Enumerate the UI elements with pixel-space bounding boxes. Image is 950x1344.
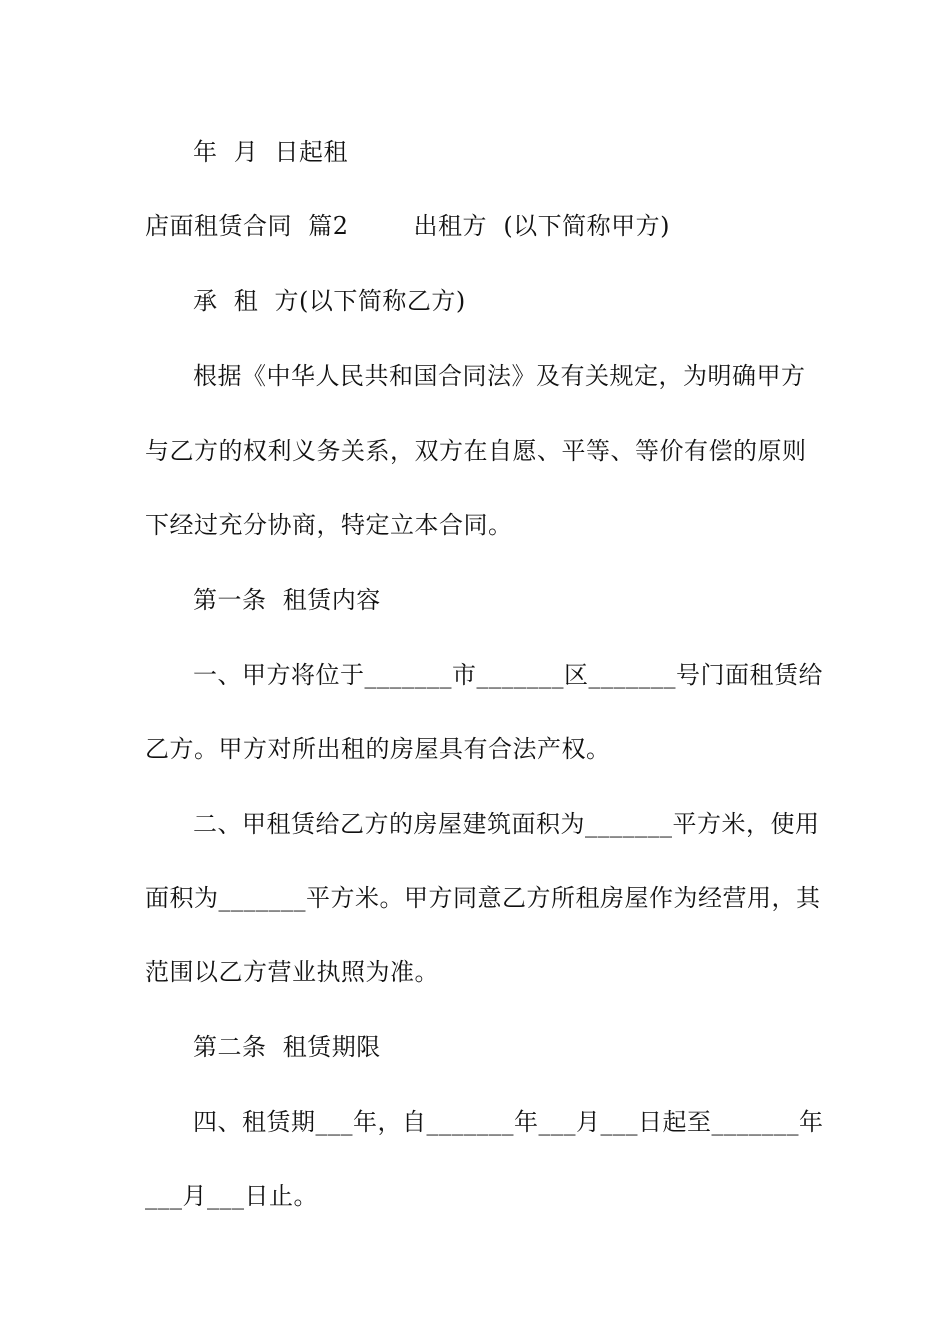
lessee-line: 承 租 方(以下简称乙方) — [193, 287, 466, 315]
article-2-heading: 第二条 租赁期限 — [193, 1033, 381, 1061]
clause-2-line-1: 二、甲租赁给乙方的房屋建筑面积为_______平方米，使用 — [193, 810, 820, 838]
clause-1-line-1: 一、甲方将位于_______市_______区_______号门面租赁给 — [193, 661, 823, 689]
clause-1-line-2: 乙方。甲方对所出租的房屋具有合法产权。 — [145, 735, 611, 763]
clause-2-line-3: 范围以乙方营业执照为准。 — [145, 958, 439, 986]
clause-2-line-2: 面积为_______平方米。甲方同意乙方所租房屋作为经营用，其 — [145, 884, 821, 912]
preamble-line-2: 与乙方的权利义务关系，双方在自愿、平等、等价有偿的原则 — [145, 437, 807, 465]
clause-4-line-1: 四、租赁期___年，自_______年___月___日起至_______年 — [193, 1108, 824, 1136]
preamble-line-3: 下经过充分协商，特定立本合同。 — [145, 511, 513, 539]
contract-heading-line: 店面租赁合同 篇2 出租方 (以下简称甲方) — [145, 212, 671, 240]
clause-4-line-2: ___月___日止。 — [145, 1182, 318, 1210]
preamble-line-1: 根据《中华人民共和国合同法》及有关规定，为明确甲方 — [193, 362, 806, 390]
article-1-heading: 第一条 租赁内容 — [193, 586, 381, 614]
rent-start-line: 年 月 日起租 — [193, 138, 349, 166]
